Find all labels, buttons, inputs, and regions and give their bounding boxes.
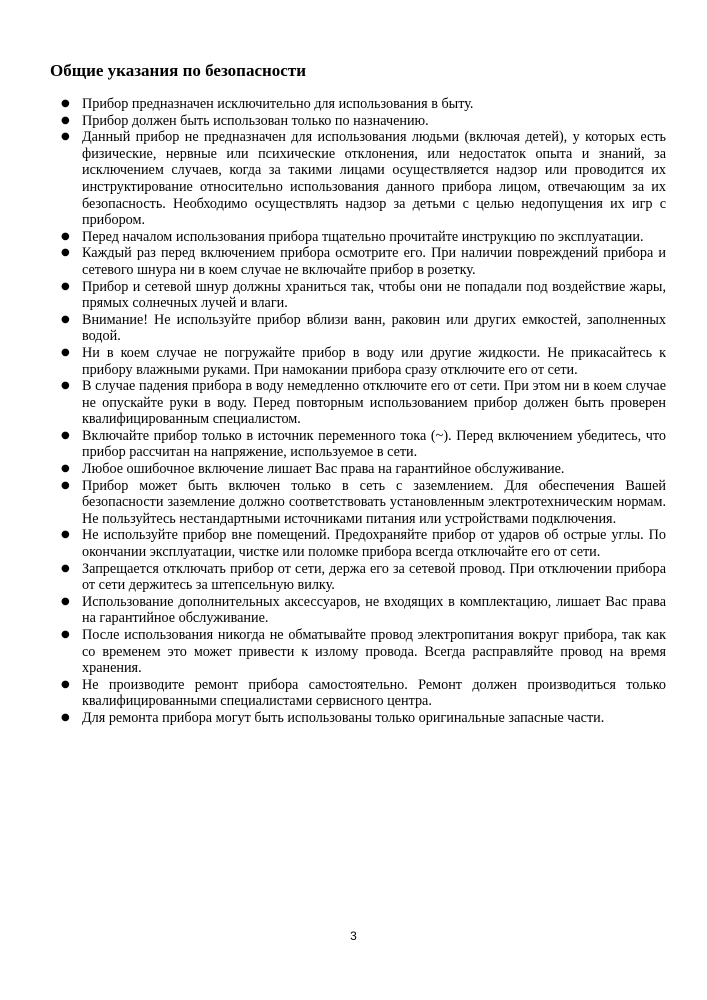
list-item — [61, 129, 666, 229]
bullet-icon: ● — [61, 114, 70, 126]
list-item-text: Использование дополнительных аксессуаров, не входящих в комплектацию, лишает Вас права на гарантийное обслуживание. — [82, 593, 666, 627]
bullet-icon: ● — [61, 429, 70, 441]
list-item-text: Для ремонта прибора могут быть использованы только оригинальные запасные части. — [82, 709, 605, 726]
section-heading: Общие указания по безопасности — [50, 61, 306, 80]
list-item-text: Внимание! Не используйте прибор вблизи ванн, раковин или других емкостей, заполненных водой. — [82, 311, 666, 345]
list-item — [61, 477, 666, 528]
list-item-text: Прибор и сетевой шнур должны храниться так, чтобы они не попадали под воздействие жары, прямых солнечных лучей и влаги. — [82, 278, 666, 312]
list-item — [61, 344, 666, 378]
bullet-icon: ● — [61, 313, 70, 325]
list-item-text: Включайте прибор только в источник переменного тока (~). Перед включением убедитесь, что прибор рассчитан на напряжение, используемое в сети. — [82, 427, 666, 461]
list-item — [61, 593, 666, 627]
bullet-icon: ● — [61, 131, 70, 143]
bullet-icon: ● — [61, 230, 70, 242]
list-item-text: Прибор предназначен исключительно для использования в быту. — [82, 96, 474, 112]
bullet-icon: ● — [61, 280, 70, 292]
bullet-icon: ● — [61, 529, 70, 541]
bullet-icon: ● — [61, 678, 70, 690]
bullet-icon: ● — [61, 98, 70, 109]
list-item-text: После использования никогда не обматывайте провод электропитания вокруг прибора, так как со временем это может привести к излому провода. Всегда расправляйте провод на время хранения. — [82, 627, 666, 677]
list-item — [61, 96, 666, 113]
list-item-text: Не используйте прибор вне помещений. Предохраняйте прибор от ударов об острые углы. По окончании эксплуатации, чистке или поломке прибора всегда отключайте его от сети. — [82, 527, 666, 561]
bullet-icon: ● — [61, 479, 70, 491]
list-item — [61, 560, 666, 594]
list-item — [61, 427, 666, 461]
list-item-text: Любое ошибочное включение лишает Вас права на гарантийное обслуживание. — [82, 461, 565, 478]
list-item — [61, 527, 666, 561]
bullet-icon: ● — [61, 463, 70, 475]
list-item-text: Ни в коем случае не погружайте прибор в воду или другие жидкости. Не прикасайтесь к прибору влажными руками. При намокании прибора сразу отключите его от сети. — [82, 344, 666, 378]
safety-list — [0, 96, 707, 727]
list-item — [61, 709, 666, 727]
bullet-icon: ● — [61, 247, 70, 259]
list-item-text: Не производите ремонт прибора самостоятельно. Ремонт должен производиться только квалифицированными специалистами сервисного центра. — [82, 676, 666, 710]
list-item-text: Данный прибор не предназначен для использования людьми (включая детей), у которых есть физические, нервные или психические отклонения, или недостаток опыта и знаний, за исключением случаев, когда за такими лицами осуществляется надзор или проводится их инструктирование относительно использования данного прибора лицом, отвечающим за их безопасность. Необходимо осуществлять надзор за детьми с целью недопущения их игр с прибором. — [82, 129, 666, 229]
list-item — [61, 378, 666, 428]
bullet-icon: ● — [61, 629, 70, 640]
list-item-text: В случае падения прибора в воду немедленно отключите его от сети. При этом ни в коем случае не опускайте руки в воду. Перед повторным использованием прибор должен быть проверен квалифицированным специалистом. — [82, 378, 666, 428]
list-item — [61, 627, 666, 677]
list-item-text: Перед началом использования прибора тщательно прочитайте инструкцию по эксплуатации. — [82, 228, 644, 245]
list-item — [61, 112, 666, 130]
bullet-icon: ● — [61, 380, 70, 392]
bullet-icon: ● — [61, 346, 70, 358]
list-item — [61, 311, 666, 345]
list-item-text: Прибор должен быть использован только по назначению. — [82, 112, 429, 129]
list-item-text: Прибор может быть включен только в сеть с заземлением. Для обеспечения Вашей безопасности заземление должно соответствовать установленным электротехническим нормам. Не пользуйтесь нестандартными источниками питания или устройствами подключения. — [82, 477, 666, 527]
list-item — [61, 228, 666, 246]
list-item-text: Запрещается отключать прибор от сети, держа его за сетевой провод. При отключении прибора от сети держитесь за штепсельную вилку. — [82, 560, 666, 594]
bullet-icon: ● — [61, 562, 70, 574]
list-item-text: Каждый раз перед включением прибора осмотрите его. При наличии повреждений прибора и сетевого шнура ни в коем случае не включайте прибор в розетку. — [82, 245, 666, 278]
list-item — [61, 676, 666, 710]
page-number: 3 — [350, 929, 357, 943]
list-item — [61, 461, 666, 478]
list-item — [61, 245, 666, 278]
list-item — [61, 278, 666, 312]
bullet-icon: ● — [61, 711, 70, 723]
bullet-icon: ● — [61, 595, 70, 607]
